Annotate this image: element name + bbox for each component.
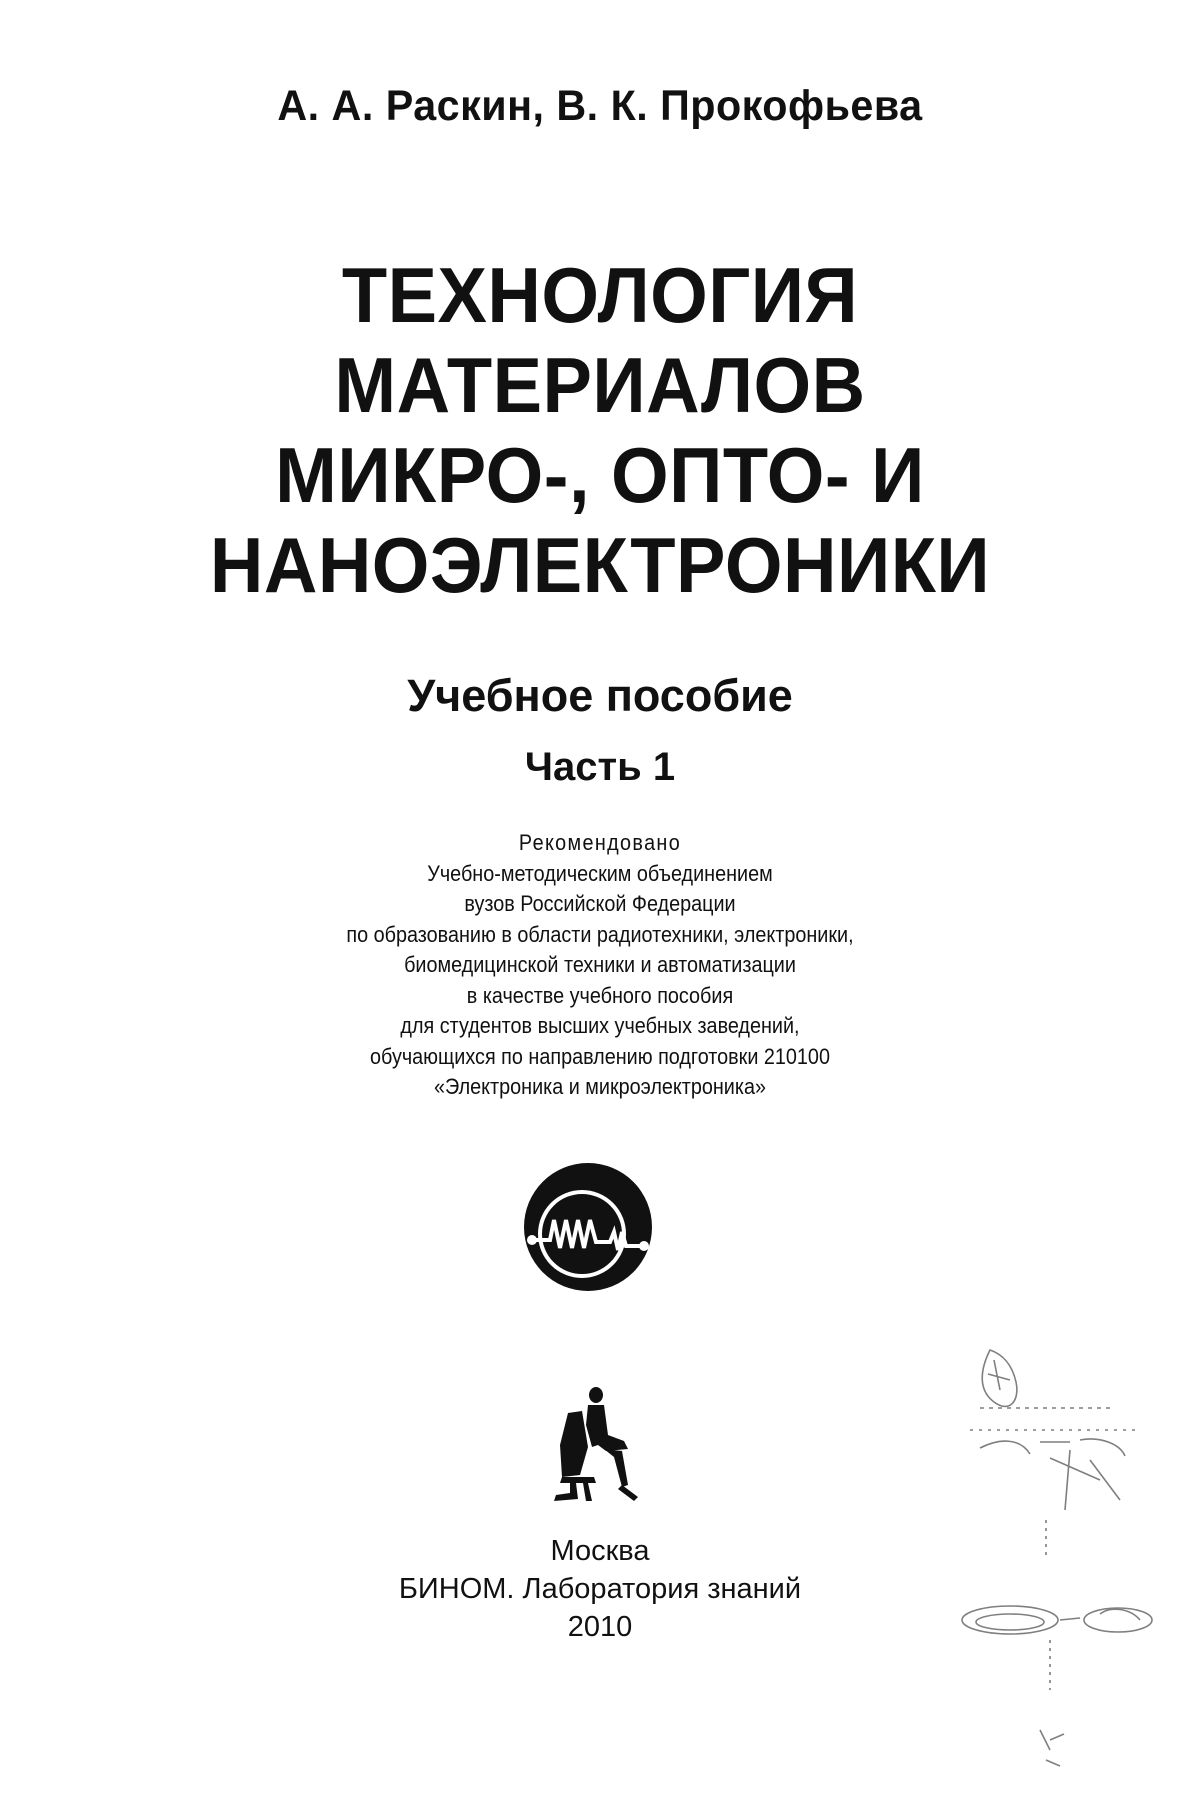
title-line-4: НАНОЭЛЕКТРОНИКИ bbox=[209, 521, 991, 609]
imprint-publisher: БИНОМ. Лаборатория знаний bbox=[398, 1573, 802, 1605]
recommendation-line-5: биомедицинской техники и автоматизации bbox=[404, 952, 796, 977]
title-line-2: МАТЕРИАЛОВ bbox=[334, 341, 866, 429]
recommendation-line-9: «Электроника и микроэлектроника» bbox=[434, 1074, 766, 1099]
title-line-1: ТЕХНОЛОГИЯ bbox=[341, 251, 859, 339]
recommendation-line-8: обучающихся по направлению подготовки 210100 bbox=[370, 1043, 830, 1069]
book-subtitle: Учебное пособие bbox=[407, 670, 793, 721]
recommendation-block bbox=[0, 828, 1200, 1103]
seated-figure-colophon-icon bbox=[548, 1385, 638, 1505]
library-stamp-icon bbox=[950, 1330, 1160, 1780]
recommendation-line-3: вузов Российской Федерации bbox=[464, 891, 736, 916]
recommendation-line-2: Учебно-методическим объединением bbox=[427, 860, 773, 886]
imprint-city: Москва bbox=[550, 1535, 650, 1567]
recommendation-line-7: для студентов высших учебных заведений, bbox=[400, 1013, 800, 1038]
recommendation-line-1: Рекомендовано bbox=[518, 830, 682, 855]
imprint-year: 2010 bbox=[567, 1611, 633, 1643]
title-line-3: МИКРО-, ОПТО- И bbox=[275, 431, 925, 519]
book-part: Часть 1 bbox=[524, 745, 676, 789]
recommendation-line-6: в качестве учебного пособия bbox=[466, 982, 734, 1008]
circuit-circle-logo-icon bbox=[520, 1160, 655, 1295]
book-title bbox=[0, 250, 1200, 610]
authors: А. А. Раскин, В. К. Прокофьева bbox=[277, 82, 923, 130]
recommendation-line-4: по образованию в области радиотехники, электроники, bbox=[346, 921, 854, 947]
